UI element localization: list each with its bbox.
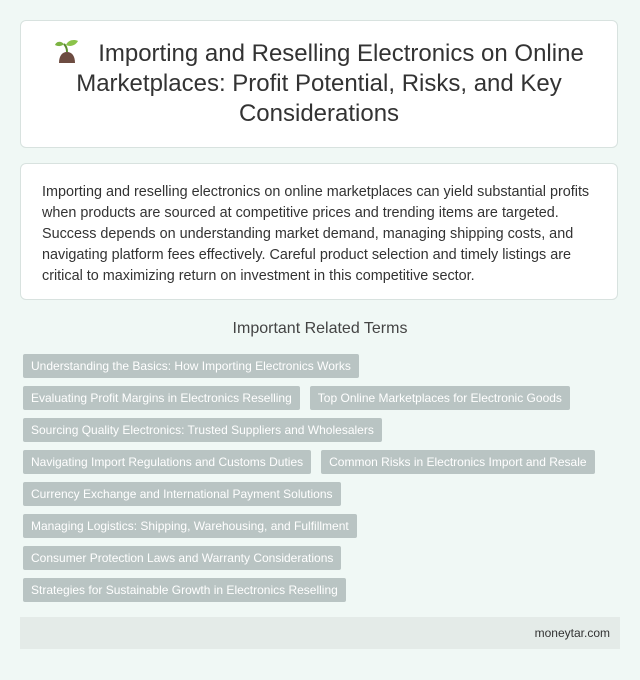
related-terms-list <box>23 354 623 610</box>
summary-text: Importing and reselling electronics on online marketplaces can yield substantial profits when products are sourced at competitive prices and trending items are targeted. Success depends on understanding market demand, managing shipping costs, and navigating platform fees effectively. Careful product selection and timely listings are critical to maximizing return on investment in this competitive sector. <box>42 184 590 284</box>
term-row <box>23 546 623 570</box>
term-tag[interactable]: Strategies for Sustainable Growth in Electronics Reselling <box>23 578 346 602</box>
term-row <box>23 386 623 410</box>
term-row <box>23 514 623 538</box>
term-tag[interactable]: Top Online Marketplaces for Electronic Goods <box>310 386 570 410</box>
page-title-text: Importing and Reselling Electronics on Online Marketplaces: Profit Potential, Risks, and Key Considerations <box>76 40 584 127</box>
term-row <box>23 450 623 474</box>
related-terms-heading: Important Related Terms <box>232 320 408 337</box>
page-title <box>51 39 587 129</box>
term-row <box>23 578 623 602</box>
term-row <box>23 354 623 378</box>
summary-card <box>20 163 618 300</box>
footer-site-link[interactable]: moneytar.com <box>534 626 610 640</box>
footer <box>20 617 620 649</box>
term-tag[interactable]: Currency Exchange and International Payment Solutions <box>23 482 341 506</box>
term-row <box>23 418 623 442</box>
sprout-icon <box>54 39 80 63</box>
term-tag[interactable]: Consumer Protection Laws and Warranty Considerations <box>23 546 341 570</box>
term-tag[interactable]: Common Risks in Electronics Import and Resale <box>321 450 594 474</box>
term-row <box>23 482 623 506</box>
term-tag[interactable]: Evaluating Profit Margins in Electronics Reselling <box>23 386 300 410</box>
term-tag[interactable]: Managing Logistics: Shipping, Warehousing, and Fulfillment <box>23 514 357 538</box>
term-tag[interactable]: Navigating Import Regulations and Customs Duties <box>23 450 311 474</box>
term-tag[interactable]: Understanding the Basics: How Importing Electronics Works <box>23 354 359 378</box>
title-card <box>20 20 618 148</box>
term-tag[interactable]: Sourcing Quality Electronics: Trusted Suppliers and Wholesalers <box>23 418 382 442</box>
